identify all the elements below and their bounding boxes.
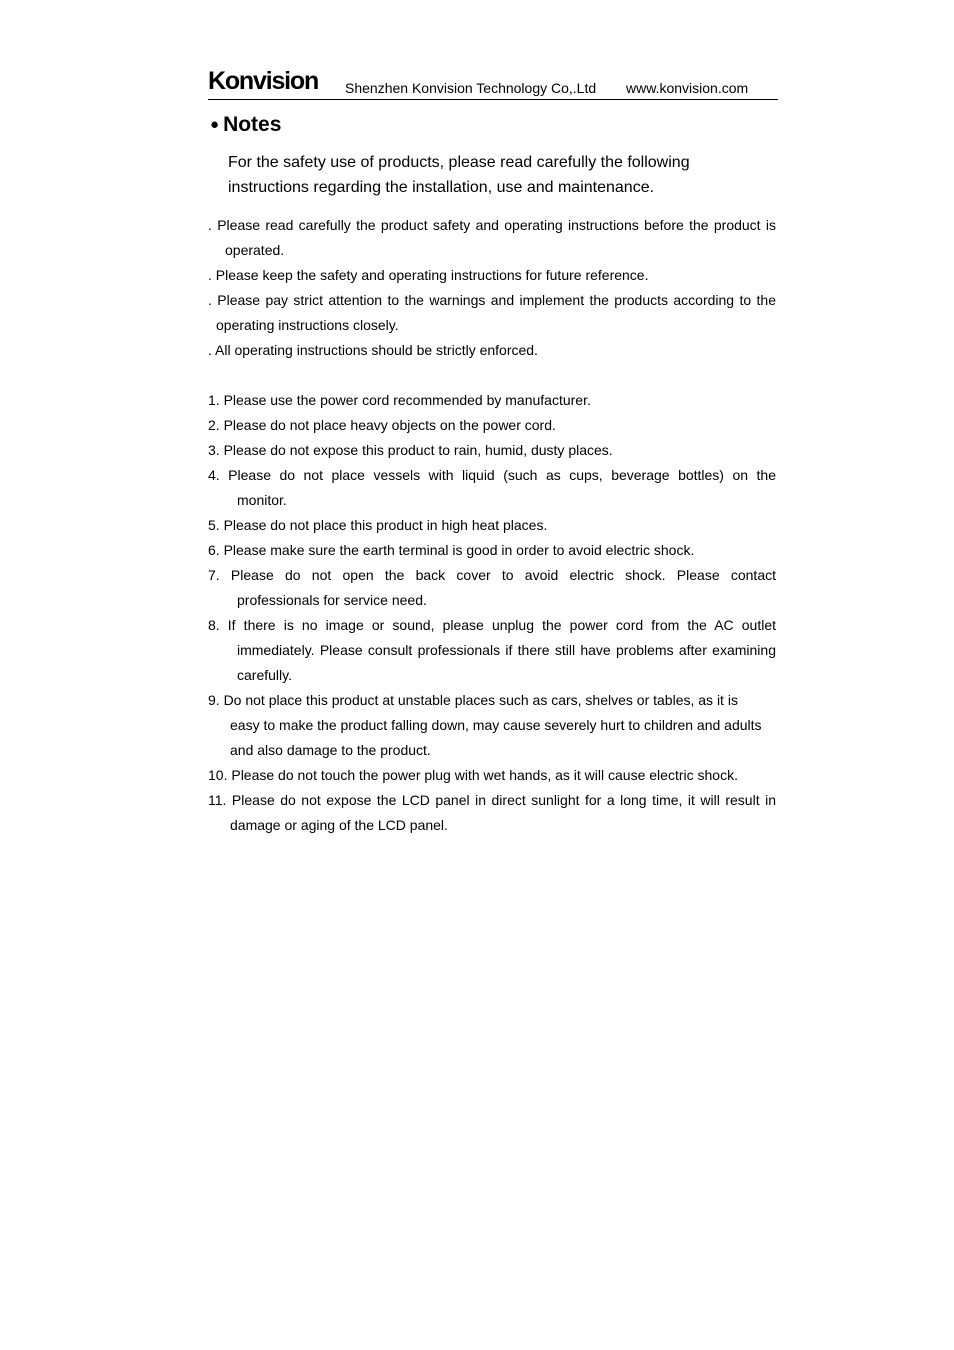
general-note-4: . All operating instructions should be strictly enforced. [208,342,538,358]
numbered-note-7-line-2: professionals for service need. [237,592,427,608]
numbered-note-2: 2. Please do not place heavy objects on the power cord. [208,417,556,433]
company-website: www.konvision.com [626,80,749,96]
intro-line: For the safety use of products, please read carefully the following [228,154,690,171]
company-logo: Konvision [208,67,319,95]
general-note-3-line-2: operating instructions closely. [216,317,399,333]
numbered-note-1: 1. Please use the power cord recommended by manufacturer. [208,392,591,408]
intro-paragraph [228,150,748,200]
numbered-note-8-line-1: 8. If there is no image or sound, please unplug the power cord from the AC outlet [208,617,776,633]
section-title-text: Notes [223,113,282,136]
bullet-icon: ● [210,116,220,133]
numbered-note-11-line-1: 11. Please do not expose the LCD panel in direct sunlight for a long time, it will result in [208,792,776,808]
numbered-note-3: 3. Please do not expose this product to rain, humid, dusty places. [208,442,613,458]
numbered-note-6: 6. Please make sure the earth terminal is good in order to avoid electric shock. [208,542,695,558]
general-note-1-line-1: . Please read carefully the product safety and operating instructions before the product is [208,217,776,233]
numbered-note-5: 5. Please do not place this product in high heat places. [208,517,548,533]
numbered-note-11-line-2: damage or aging of the LCD panel. [230,817,448,833]
numbered-note-4-line-1: 4. Please do not place vessels with liquid (such as cups, beverage bottles) on the [208,467,776,483]
numbered-note-9-line-1: 9. Do not place this product at unstable places such as cars, shelves or tables, as it is [208,692,738,708]
general-note-3-line-1: . Please pay strict attention to the warnings and implement the products according to the [208,292,776,308]
numbered-note-9-line-2: easy to make the product falling down, may cause severely hurt to children and adults [230,717,762,733]
section-title [210,111,281,139]
general-note-2: . Please keep the safety and operating instructions for future reference. [208,267,649,283]
numbered-note-4-line-2: monitor. [237,492,287,508]
page-header [208,66,778,100]
numbered-note-10: 10. Please do not touch the power plug with wet hands, as it will cause electric shock. [208,767,738,783]
numbered-note-9-line-3: and also damage to the product. [230,742,431,758]
company-name: Shenzhen Konvision Technology Co,.Ltd [345,80,597,96]
intro-line: instructions regarding the installation, use and maintenance. [228,179,655,196]
numbered-note-7-line-1: 7. Please do not open the back cover to avoid electric shock. Please contact [208,567,776,583]
numbered-note-8-line-2: immediately. Please consult professionals if there still have problems after examining [237,642,776,658]
general-note-1-line-2: operated. [225,242,285,258]
numbered-note-8-line-3: carefully. [237,667,292,683]
